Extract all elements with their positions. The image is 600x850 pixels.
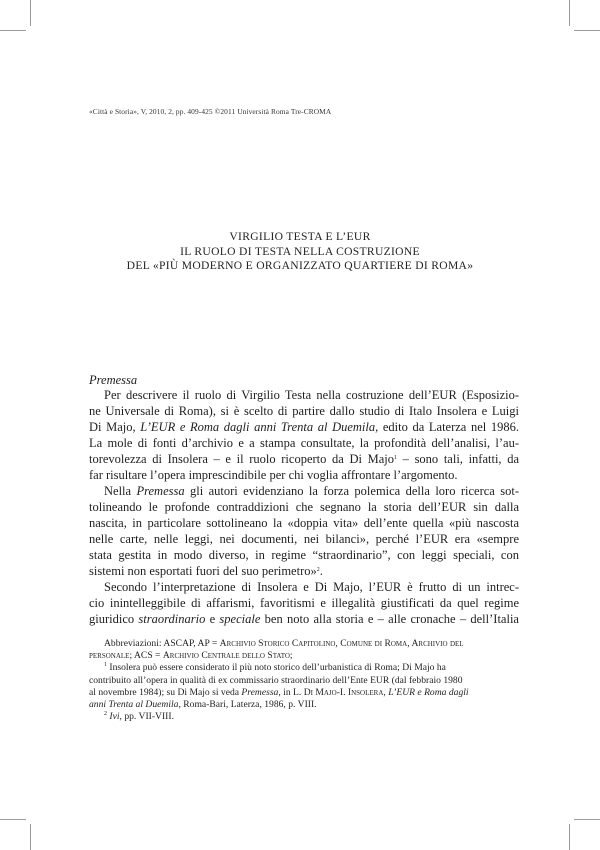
crop-mark <box>0 819 26 820</box>
crop-mark <box>574 30 600 31</box>
text-line: torevolezza di Insolera – e il ruolo ricoperto da Di Majo$^1$ – sono tali, infatti, da <box>89 452 519 466</box>
crop-mark <box>569 824 570 850</box>
text-line: tolineando le profonde contraddizioni che segnano la storia dell’EUR sin dalla <box>89 500 519 514</box>
article-title <box>60 230 540 274</box>
text-line: stata gestita in modo diverso, in regime “straordinario”, con leggi speciali, con <box>89 548 519 562</box>
title-line: IL RUOLO DI TESTA NELLA COSTRUZIONE <box>180 244 420 258</box>
text-line: Secondo l’interpretazione di Insolera e Di Majo, l’EUR è frutto di un intrec- <box>104 580 519 594</box>
footnote-ref: 2 <box>316 567 320 573</box>
text-line: Nella Premessa gli autori evidenziano la forza polemica della loro ricerca sot- <box>104 484 519 498</box>
book-title: L’EUR e Roma dagli anni Trenta al Duemila <box>140 420 376 434</box>
title-line: DEL «PIÙ MODERNO E ORGANIZZATO QUARTIERE DI ROMA» <box>126 259 474 272</box>
text-line: La mole di fonti d’archivio e a stampa consultate, la profondità dell’analisi, l’au- <box>89 436 519 450</box>
footnote-2: $^2$ Ivi, pp. VII-VIII. <box>104 711 174 723</box>
crop-mark <box>574 819 600 820</box>
text-line: ne Universale di Roma), si è scelto di partire dallo studio di Italo Insolera e Luigi <box>89 404 519 418</box>
text-line: sistemi non esportati fuori del suo perimetro»$^2$. <box>89 564 323 578</box>
footnote-1: contribuito all’opera in qualità di ex commissario straordinario dell’Ente EUR (dal febbraio 1980 <box>89 674 463 686</box>
running-head: «Città e Storia», V, 2010, 2, pp. 409-425 ©2011 Università Roma Tre-CROMA <box>89 107 332 116</box>
footnote-1: $^1$ Insolera può essere considerato il più noto storico dell’urbanistica di Roma; Di Majo ha <box>104 662 446 674</box>
footnote-ref: 1 <box>394 455 398 461</box>
text-line: Di Majo, L’EUR e Roma dagli anni Trenta al Duemila, edito da Laterza nel 1986. <box>89 420 519 434</box>
footnotes <box>89 638 519 723</box>
body-text <box>89 387 519 627</box>
section-heading: Premessa <box>89 373 138 387</box>
title-line: VIRGILIO TESTA E L’EUR <box>229 230 371 243</box>
footnote-1: anni Trenta al Duemila, Roma-Bari, Laterza, 1986, p. VIII. <box>89 698 317 710</box>
footnote-1: al novembre 1984); su Di Majo si veda Premessa, in L. Di Majo-I. Insolera, L’EUR e Roma dagli <box>89 686 469 698</box>
text-line: far risultare l’opera imprescindibile per chi voglia affrontare l’argomento. <box>89 468 458 482</box>
crop-mark <box>569 0 570 26</box>
abbreviations-note: Abbreviazioni: ASCAP, AP = Archivio Storico Capitolino, Comune di Roma, Archivio del <box>104 638 464 649</box>
text-line: cio inintelleggibile di affarismi, favoritismi e illegalità giustificati da quel regime <box>89 596 519 610</box>
crop-mark <box>30 824 31 850</box>
text-line: Per descrivere il ruolo di Virgilio Testa nella costruzione dell’EUR (Esposizio- <box>104 388 519 402</box>
text-line: giuridico straordinario e speciale ben noto alla storia e – alle cronache – dell’Italia <box>89 612 519 626</box>
abbreviations-note: personale; ACS = Archivio Centrale dello Stato; <box>89 650 293 662</box>
crop-mark <box>0 30 26 31</box>
text-line: nelle carte, nelle leggi, nei documenti, nei bilanci», perché l’EUR era «sempre <box>89 532 519 546</box>
crop-mark <box>30 0 31 26</box>
text-line: nascita, in particolare sottolineano la «doppia vita» dell’ente quella «più nascosta <box>89 516 519 530</box>
